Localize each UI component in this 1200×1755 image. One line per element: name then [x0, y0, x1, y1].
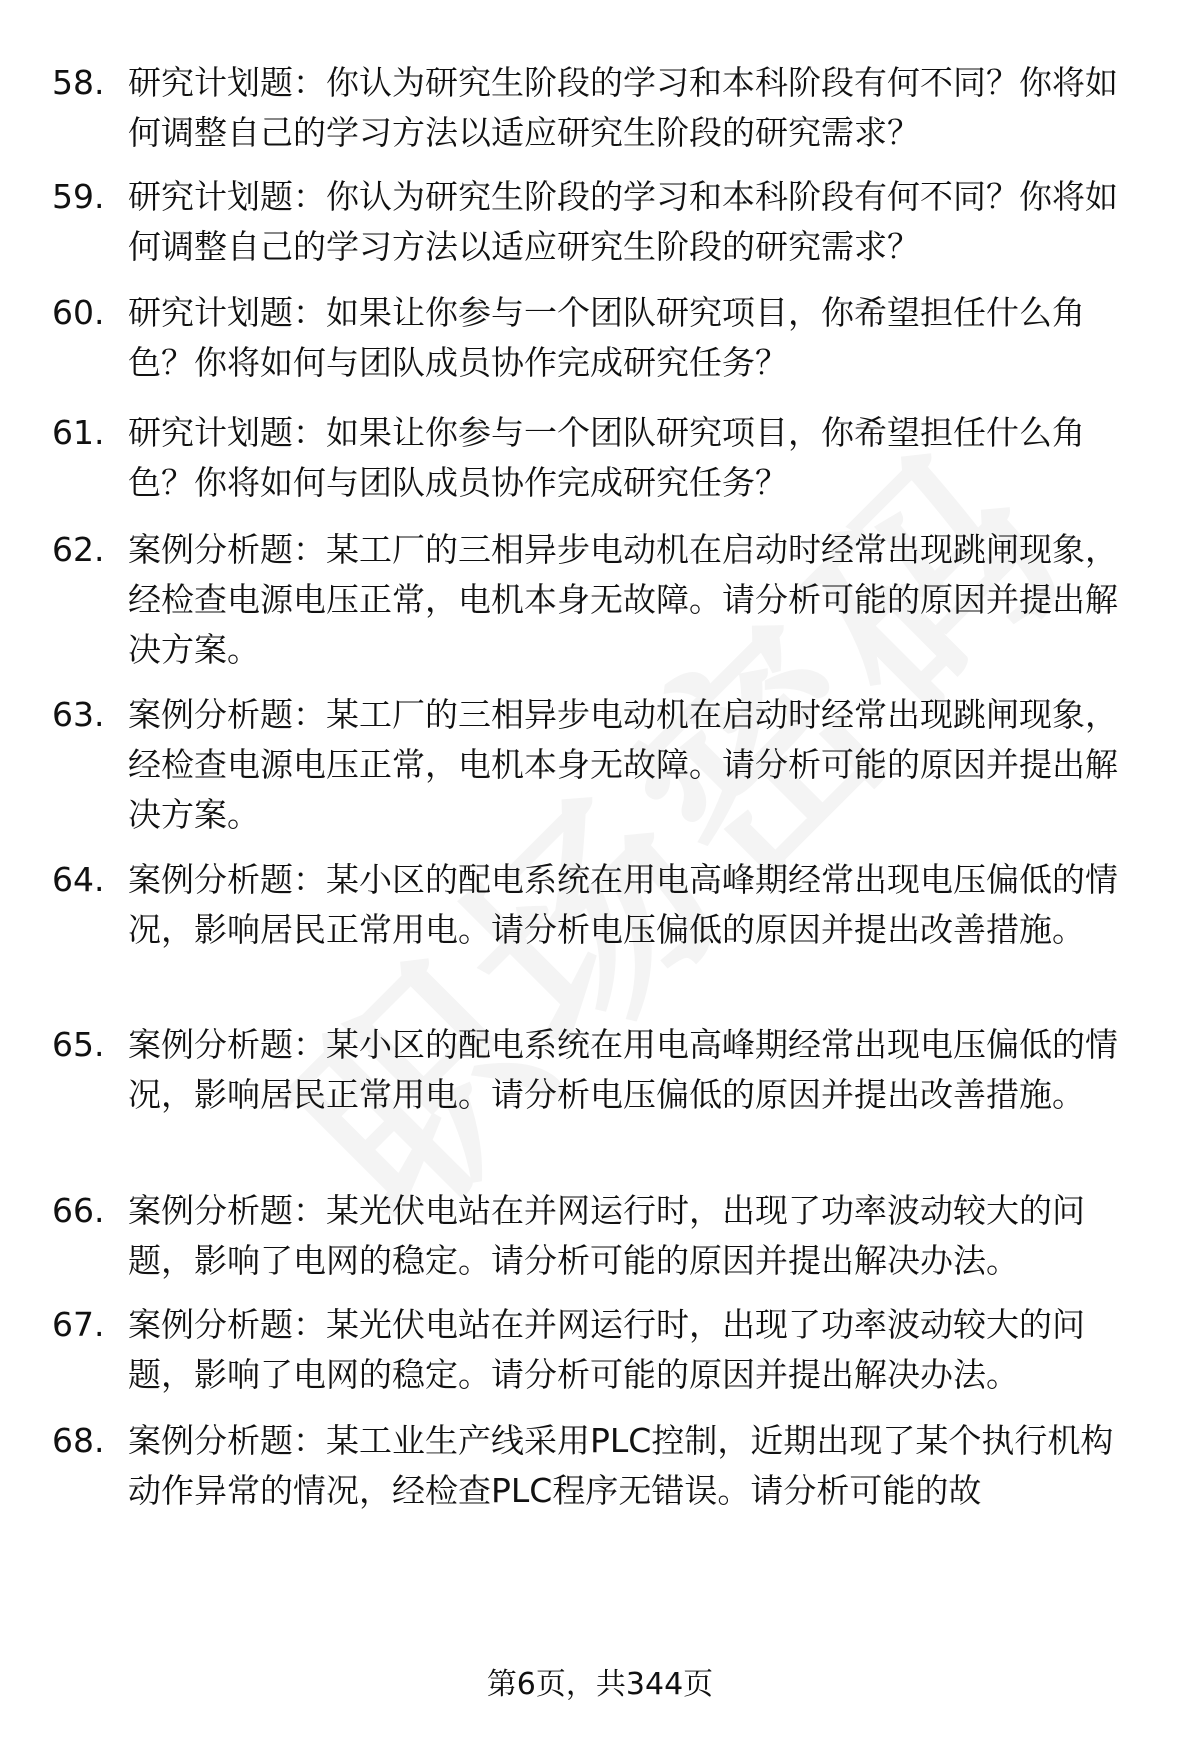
question-text: 案例分析题：某工业生产线采用PLC控制，近期出现了某个执行机构动作异常的情况，经检查PLC程序无错误。请分析可能的故 — [128, 1421, 1114, 1510]
question-text: 案例分析题：某工厂的三相异步电动机在启动时经常出现跳闸现象，经检查电源电压正常，电机本身无故障。请分析可能的原因并提出解决方案。 — [128, 695, 1118, 834]
question-number: 58. — [52, 63, 105, 102]
question-number: 67. — [52, 1305, 105, 1344]
question-number: 60. — [52, 293, 105, 332]
question-text: 研究计划题：你认为研究生阶段的学习和本科阶段有何不同？你将如何调整自己的学习方法以适应研究生阶段的研究需求？ — [128, 63, 1118, 152]
question-text: 研究计划题：你认为研究生阶段的学习和本科阶段有何不同？你将如何调整自己的学习方法以适应研究生阶段的研究需求？ — [128, 177, 1118, 266]
question-text: 案例分析题：某小区的配电系统在用电高峰期经常出现电压偏低的情况，影响居民正常用电。请分析电压偏低的原因并提出改善措施。 — [128, 1025, 1118, 1114]
question-number: 62. — [52, 530, 105, 569]
question-number: 61. — [52, 413, 105, 452]
question-number: 63. — [52, 695, 105, 734]
question-text: 案例分析题：某小区的配电系统在用电高峰期经常出现电压偏低的情况，影响居民正常用电。请分析电压偏低的原因并提出改善措施。 — [128, 860, 1118, 949]
question-number: 59. — [52, 177, 105, 216]
question-number: 68. — [52, 1421, 105, 1460]
question-number: 66. — [52, 1191, 105, 1230]
question-text: 案例分析题：某光伏电站在并网运行时，出现了功率波动较大的问题，影响了电网的稳定。请分析可能的原因并提出解决办法。 — [128, 1191, 1085, 1280]
question-text: 研究计划题：如果让你参与一个团队研究项目，你希望担任什么角色？你将如何与团队成员协作完成研究任务？ — [128, 413, 1085, 502]
question-text: 案例分析题：某工厂的三相异步电动机在启动时经常出现跳闸现象，经检查电源电压正常，电机本身无故障。请分析可能的原因并提出解决方案。 — [128, 530, 1118, 669]
question-number: 65. — [52, 1025, 105, 1064]
question-number: 64. — [52, 860, 105, 899]
question-text: 案例分析题：某光伏电站在并网运行时，出现了功率波动较大的问题，影响了电网的稳定。请分析可能的原因并提出解决办法。 — [128, 1305, 1085, 1394]
question-text: 研究计划题：如果让你参与一个团队研究项目，你希望担任什么角色？你将如何与团队成员协作完成研究任务？ — [128, 293, 1085, 382]
page-number-footer: 第6页，共344页 — [486, 1667, 714, 1702]
